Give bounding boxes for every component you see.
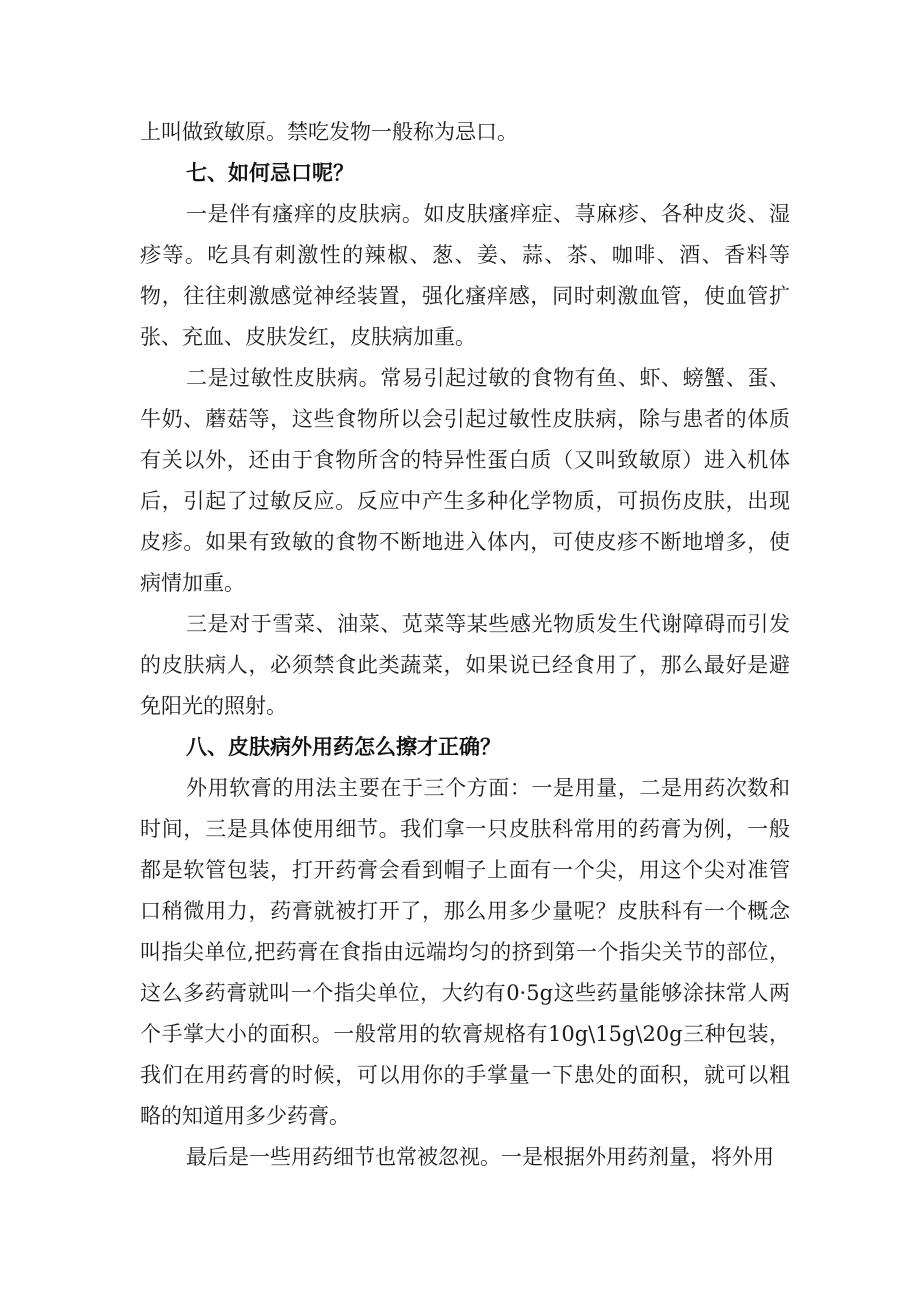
paragraph-photosensitive: 三是对于雪菜、油菜、苋菜等某些感光物质发生代谢障碍而引发的皮肤病人，必须禁食此类蔬菜，如果说已经食用了，那么最好是避免阳光的照射。 <box>140 612 790 718</box>
section-heading-8: 八、皮肤病外用药怎么擦才正确？ <box>186 735 501 759</box>
paragraph-ointment-usage: 外用软膏的用法主要在于三个方面：一是用量，二是用药次数和时间，三是具体使用细节。我们拿一只皮肤科常用的药膏为例，一般都是软管包装，打开药膏会看到帽子上面有一个尖，用这个尖对准管口稍微用力，药膏就被打开了，那么用多少量呢？皮肤科有一个概念叫指尖单位,把药膏在食指由远端均匀的挤到第一个指尖关节的部位，这么多药膏就叫一个指尖单位，大约有0·5g这些药量能够涂抹常人两个手掌大小的面积。一般常用的软膏规格有10g\15g\20g三种包装，我们在用药膏的时候，可以用你的手掌量一下患处的面积，就可以粗略的知道用多少药膏。 <box>140 776 790 1128</box>
document-body <box>140 112 790 1178</box>
paragraph-itchy-skin: 一是伴有瘙痒的皮肤病。如皮肤瘙痒症、荨麻疹、各种皮炎、湿疹等。吃具有刺激性的辣椒、葱、姜、蒜、茶、咖啡、酒、香料等物，往往刺激感觉神经装置，强化瘙痒感，同时刺激血管，使血管扩张、充血、皮肤发红，皮肤病加重。 <box>140 202 790 349</box>
paragraph-allergic-skin: 二是过敏性皮肤病。常易引起过敏的食物有鱼、虾、螃蟹、蛋、牛奶、蘑菇等，这些食物所以会引起过敏性皮肤病，除与患者的体质有关以外，还由于食物所含的特异性蛋白质（又叫致敏原）进入机体后，引起了过敏反应。反应中产生多种化学物质，可损伤皮肤，出现皮疹。如果有致敏的食物不断地进入体内，可使皮疹不断地增多，使病情加重。 <box>140 366 790 595</box>
paragraph-usage-details: 最后是一些用药细节也常被忽视。一是根据外用药剂量，将外用 <box>186 1145 774 1169</box>
section-heading-7: 七、如何忌口呢？ <box>186 161 354 185</box>
paragraph-continuation: 上叫做致敏原。禁吃发物一般称为忌口。 <box>140 120 518 144</box>
